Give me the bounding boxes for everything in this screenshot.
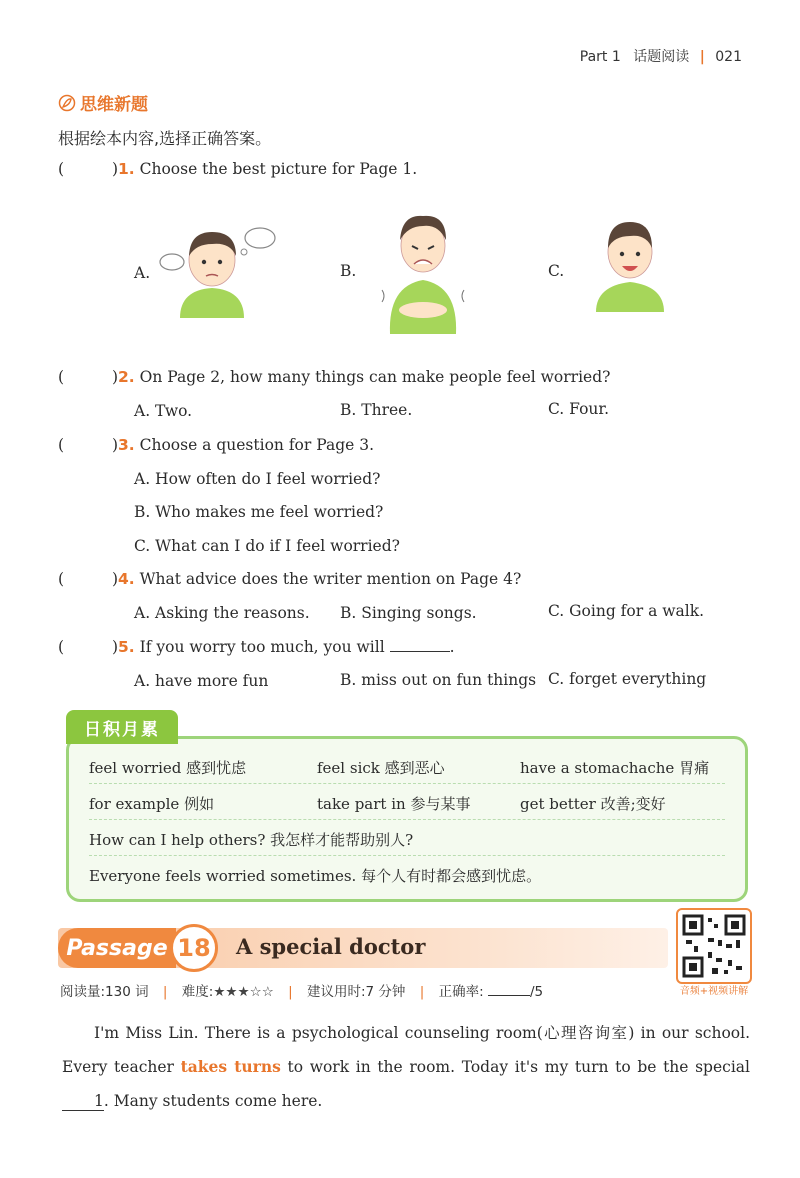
passage-text: I'm Miss Lin. There is a psychological counseling room(心理咨询室) in our school. Every teacher xyxy=(62,1024,750,1076)
qr-caption: 音频+视频讲解 xyxy=(679,986,749,997)
instruction: 根据绘本内容,选择正确答案。 xyxy=(58,129,272,148)
answer-paren-close: ) xyxy=(111,570,118,588)
question-2 xyxy=(58,368,610,386)
option-5c[interactable]: C. forget everything xyxy=(548,670,707,688)
option-1b[interactable]: B. xyxy=(340,262,357,280)
option-5b[interactable]: B. miss out on fun things xyxy=(340,671,537,689)
accuracy-total: /5 xyxy=(529,984,544,1000)
page-number: 021 xyxy=(715,49,742,65)
answer-paren-open: ( xyxy=(58,638,65,656)
option-1a[interactable]: A. xyxy=(134,264,151,282)
question-text: Choose the best picture for Page 1. xyxy=(139,160,418,178)
option-4b[interactable]: B. Singing songs. xyxy=(340,604,477,622)
passage-text: to work in the room. Today it's my turn to be the special xyxy=(280,1058,750,1076)
answer-paren-open: ( xyxy=(58,160,65,178)
header-topic: 话题阅读 xyxy=(633,49,690,65)
vocab-item: have a stomachache 胃痛 xyxy=(520,759,710,777)
option-2a[interactable]: A. Two. xyxy=(134,402,193,420)
option-4c[interactable]: C. Going for a walk. xyxy=(548,602,705,620)
suggested-time: 建议用时:7 分钟 xyxy=(307,984,406,1000)
vocab-item: feel worried 感到忧虑 xyxy=(89,759,247,777)
answer-paren-close: ) xyxy=(111,368,118,386)
passage-label: Passage xyxy=(58,928,176,968)
fill-blank[interactable] xyxy=(390,639,450,652)
question-number: 4. xyxy=(118,570,135,588)
boy-happy-illustration xyxy=(590,212,670,312)
vocab-item: for example 例如 xyxy=(89,795,215,813)
vocab-item: take part in 参与某事 xyxy=(317,795,471,813)
question-4 xyxy=(58,570,521,588)
boy-sick-illustration xyxy=(378,206,468,334)
question-text: If you worry too much, you will xyxy=(139,638,385,656)
meta-divider: | xyxy=(419,984,425,1000)
option-3c[interactable]: C. What can I do if I feel worried? xyxy=(134,537,400,555)
option-2c[interactable]: C. Four. xyxy=(548,400,610,418)
header-divider: | xyxy=(699,49,705,65)
question-5 xyxy=(58,638,455,656)
answer-paren-open: ( xyxy=(58,570,65,588)
question-number: 5. xyxy=(118,638,135,656)
section-title xyxy=(58,90,148,115)
header-part: Part 1 xyxy=(579,49,621,65)
option-3b[interactable]: B. Who makes me feel worried? xyxy=(134,503,384,521)
option-2b[interactable]: B. Three. xyxy=(340,401,413,419)
question-text: On Page 2, how many things can make people feel worried? xyxy=(139,368,611,386)
answer-paren-close: ) xyxy=(111,160,118,178)
question-text: What advice does the writer mention on Page 4? xyxy=(139,570,522,588)
difficulty-label: 难度: xyxy=(181,984,214,1000)
passage-paragraph xyxy=(62,1016,750,1118)
question-3 xyxy=(58,436,374,454)
answer-paren-close: ) xyxy=(111,436,118,454)
passage-title: A special doctor xyxy=(236,934,426,959)
question-end: . xyxy=(449,638,455,656)
accuracy-label: 正确率: xyxy=(438,984,484,1000)
leaf-icon xyxy=(58,94,76,112)
difficulty-stars: ★★★☆☆ xyxy=(213,984,274,1000)
vocab-tag: 日积月累 xyxy=(66,710,178,744)
passage-number: 18 xyxy=(170,924,218,972)
question-number: 2. xyxy=(118,368,135,386)
reading-meta xyxy=(60,980,543,1000)
meta-divider: | xyxy=(288,984,293,1000)
option-4a[interactable]: A. Asking the reasons. xyxy=(134,604,310,622)
passage-text: . Many students come here. xyxy=(103,1092,323,1110)
option-1c[interactable]: C. xyxy=(548,262,565,280)
accuracy-blank[interactable] xyxy=(488,985,530,996)
qr-code-icon[interactable] xyxy=(676,908,752,984)
vocab-sentence: Everyone feels worried sometimes. 每个人有时都会感到忧虑。 xyxy=(89,867,542,885)
answer-paren-open: ( xyxy=(58,436,65,454)
question-text: Choose a question for Page 3. xyxy=(139,436,375,454)
vocab-row xyxy=(89,857,725,891)
vocab-row xyxy=(89,785,725,820)
word-count: 阅读量:130 词 xyxy=(60,984,149,1000)
page-header xyxy=(580,46,742,66)
answer-paren-close: ) xyxy=(111,638,118,656)
option-5a[interactable]: A. have more fun xyxy=(134,672,269,690)
question-number: 3. xyxy=(118,436,135,454)
vocab-sentence: How can I help others? 我怎样才能帮助别人? xyxy=(89,831,414,849)
boy-thinking-illustration xyxy=(150,218,280,318)
vocab-row xyxy=(89,749,725,784)
vocab-item: feel sick 感到恶心 xyxy=(317,759,445,777)
question-number: 1. xyxy=(118,160,135,178)
answer-paren-open: ( xyxy=(58,368,65,386)
vocab-box xyxy=(66,736,748,902)
option-3a[interactable]: A. How often do I feel worried? xyxy=(134,470,381,488)
cloze-blank[interactable]: 1 xyxy=(62,1092,104,1111)
highlight-phrase: takes turns xyxy=(180,1057,281,1076)
vocab-item: get better 改善;变好 xyxy=(520,795,666,813)
meta-divider: | xyxy=(162,984,168,1000)
question-1 xyxy=(58,160,417,178)
section-title-text: 思维新题 xyxy=(80,95,148,115)
vocab-row xyxy=(89,821,725,856)
